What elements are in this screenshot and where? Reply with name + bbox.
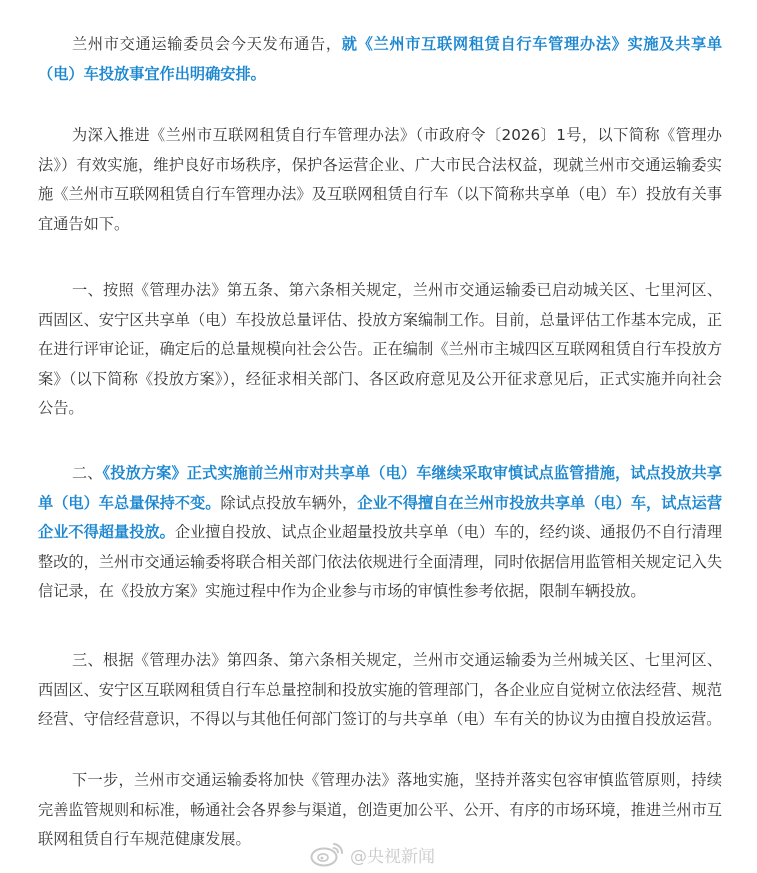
paragraph-item-2 bbox=[38, 459, 722, 607]
body-text: 兰州市交通运输委员会今天发布通告， bbox=[72, 35, 342, 53]
emphasis-text: 《投放方案》正式实施前兰州市对共享单（电）车继续采取审慎试点监管措施，试点投放共享单（电）车总量保持不变。 bbox=[38, 464, 722, 512]
body-text: 为深入推进《兰州市互联网租赁自行车管理办法》（市政府令〔2026〕1号，以下简称《管理办法》）有效实施，维护良好市场秩序，保护各运营企业、广大市民合法权益，现就兰州市交通运输委实施《兰州市互联网租赁自行车管理办法》及互联网租赁自行车（以下简称共享单（电）车）投放有关事宜通告如下。 bbox=[38, 126, 722, 233]
body-text: 二、 bbox=[72, 464, 103, 482]
body-text: 除试点投放车辆外， bbox=[220, 493, 358, 512]
paragraph-item-3 bbox=[38, 646, 722, 735]
watermark bbox=[310, 838, 435, 870]
emphasis-text: 就《兰州市互联网租赁自行车管理办法》实施及共享单（电）车投放事宜作出明确安排。 bbox=[38, 35, 723, 83]
body-text: 三、根据《管理办法》第四条、第六条相关规定，兰州市交通运输委为兰州城关区、七里河区、西固区、安宁区互联网租赁自行车总量控制和投放实施的管理部门，各企业应自觉树立依法经营、规范经营、守信经营意识，不得以与其他任何部门签订的与共享单（电）车有关的协议为由擅自投放运营。 bbox=[38, 651, 722, 728]
body-text: 企业擅自投放、试点企业超量投放共享单（电）车的，经约谈、通报仍不自行清理整改的，兰州市交通运输委将联合相关部门依法依规进行全面清理，同时依据信用监管相关规定记入失信记录，在《投放方案》实施过程中作为企业参与市场的审慎性参考依据，限制车辆投放。 bbox=[38, 523, 723, 600]
emphasis-text: 企业不得擅自在兰州市投放共享单（电）车，试点运营企业不得超量投放。 bbox=[38, 493, 723, 541]
body-text: 一、按照《管理办法》第五条、第六条相关规定，兰州市交通运输委已启动城关区、七里河区、西固区、安宁区共享单（电）车投放总量评估、投放方案编制工作。目前，总量评估工作基本完成，正在进行评审论证，确定后的总量规模向社会公告。正在编制《兰州市主城四区互联网租赁自行车投放方案》（以下简称《投放方案》），经征求相关部门、各区政府意见及公开征求意见后，正式实施并向社会公告。 bbox=[38, 281, 722, 417]
paragraph-item-1 bbox=[38, 276, 722, 424]
watermark-text: @央视新闻 bbox=[350, 846, 435, 867]
paragraph-lead bbox=[38, 30, 722, 89]
weibo-logo-icon bbox=[310, 841, 344, 867]
paragraph-intro bbox=[38, 121, 722, 239]
body-text: 下一步，兰州市交通运输委将加快《管理办法》落地实施，坚持并落实包容审慎监管原则，持续完善监管规则和标准，畅通社会各界参与渠道，创造更加公平、公开、有序的市场环境，推进兰州市互联网租赁自行车规范健康发展。 bbox=[38, 771, 722, 848]
